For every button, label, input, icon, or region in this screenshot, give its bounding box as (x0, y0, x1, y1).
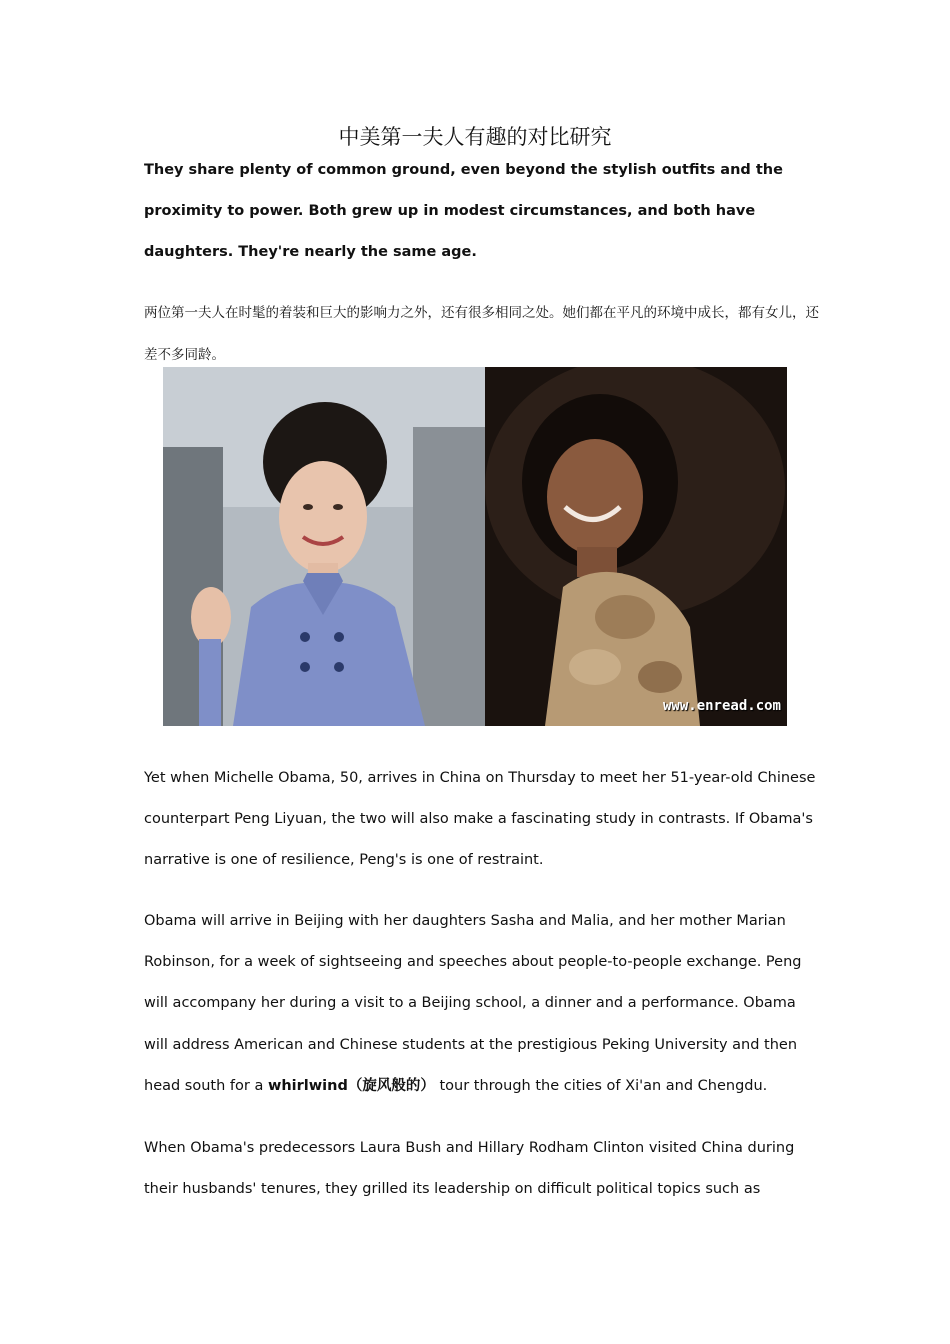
vocab-word: whirlwind (267, 1077, 348, 1094)
body-paragraph-2 (144, 901, 824, 1107)
image-watermark: www.enread.com (662, 698, 781, 714)
body-paragraph-1: Yet when Michelle Obama, 50, arrives in China on Thursday to meet her 51-year-old Chinese counterpart Peng Liyuan, the two will also make a fascinating study in contrasts. If Obama's narrative is one of resilience, Peng's is one of restraint. (144, 770, 816, 869)
first-ladies-photo (163, 367, 787, 726)
article-title: 中美第一夫人有趣的对比研究 (338, 125, 612, 149)
vocab-gloss: （旋风般的） (347, 1077, 435, 1094)
body-paragraph-3: When Obama's predecessors Laura Bush and Hillary Rodham Clinton visited China during their husbands' tenures, they grilled its leadership on difficult political topics such as (144, 1140, 795, 1198)
michelle-obama-photo (485, 367, 787, 726)
paragraph-2-text-before: Obama will arrive in Beijing with her daughters Sasha and Malia, and her mother Marian Robinson, for a week of sightseeing and speeches about people-to-people exchange. Peng will accompany her during a visit to a Beijing school, a dinner and a performance. Obama will address American and Chinese students at the prestigious Peking University and then head south for a (144, 913, 802, 1094)
lead-paragraph-english: They share plenty of common ground, even beyond the stylish outfits and the proximity to power. Both grew up in modest circumstances, and both have daughters. They're nearly the same age. (144, 162, 783, 260)
lead-paragraph-chinese: 两位第一夫人在时髦的着装和巨大的影响力之外，还有很多相同之处。她们都在平凡的环境中成长，都有女儿，还差不多同龄。 (144, 305, 819, 363)
paragraph-2-text-after: tour through the cities of Xi'an and Chengdu. (434, 1077, 768, 1094)
peng-liyuan-photo (163, 367, 485, 726)
